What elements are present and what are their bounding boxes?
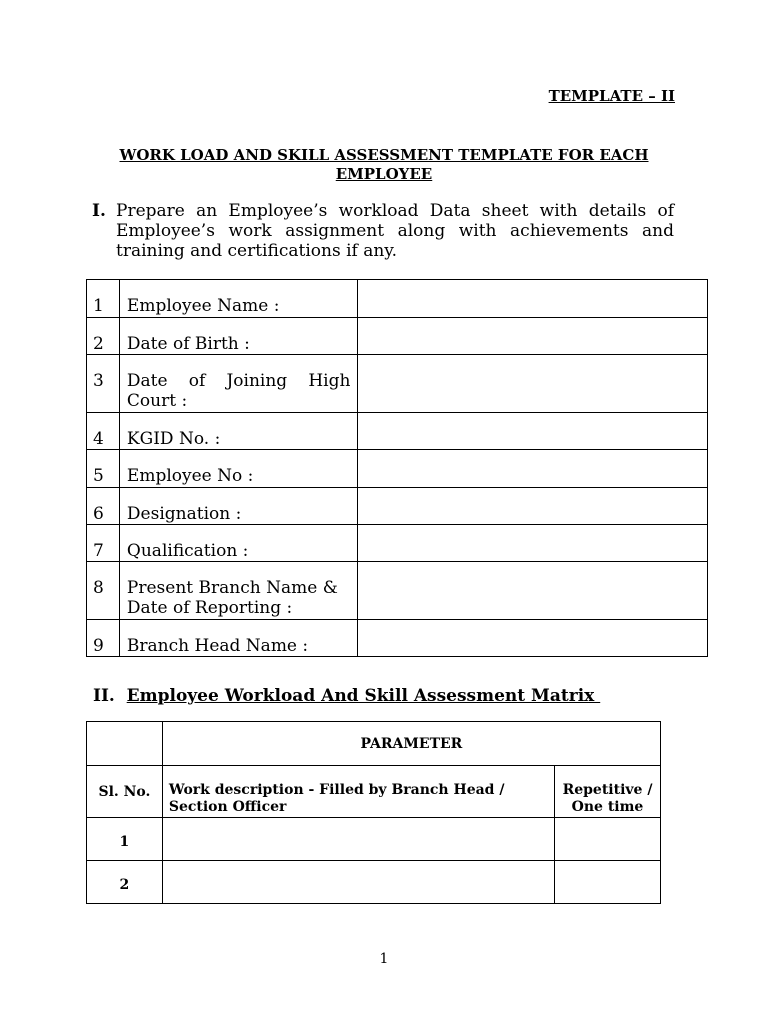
row-number: 8 bbox=[87, 562, 120, 620]
column-header-work-description: Work description - Filled by Branch Head / Section Officer bbox=[162, 766, 554, 818]
row-number: 2 bbox=[87, 318, 120, 355]
table-row bbox=[87, 818, 661, 861]
row-number: 1 bbox=[87, 280, 120, 318]
field-value-date-of-joining[interactable] bbox=[358, 355, 708, 413]
table-row bbox=[87, 280, 708, 318]
table-row bbox=[87, 413, 708, 450]
field-value-date-of-birth[interactable] bbox=[358, 318, 708, 355]
table-row bbox=[87, 722, 661, 766]
matrix-type-cell[interactable] bbox=[555, 861, 661, 904]
parameter-header: PARAMETER bbox=[162, 722, 660, 766]
section-1-number: I. bbox=[92, 201, 106, 221]
section-1-instruction bbox=[92, 201, 674, 261]
table-row bbox=[87, 562, 708, 620]
matrix-row-number: 1 bbox=[87, 818, 163, 861]
row-number: 3 bbox=[87, 355, 120, 413]
field-label-present-branch: Present Branch Name & Date of Reporting : bbox=[119, 562, 358, 620]
row-number: 7 bbox=[87, 525, 120, 562]
table-row bbox=[87, 861, 661, 904]
table-row bbox=[87, 620, 708, 657]
section-2-heading: Employee Workload And Skill Assessment Matrix bbox=[126, 686, 601, 706]
field-label-date-of-birth: Date of Birth : bbox=[119, 318, 358, 355]
table-row bbox=[87, 450, 708, 488]
document-title: WORK LOAD AND SKILL ASSESSMENT TEMPLATE FOR EACH EMPLOYEE bbox=[119, 146, 649, 183]
table-row bbox=[87, 488, 708, 525]
template-label: TEMPLATE – II bbox=[548, 87, 675, 105]
field-value-employee-name[interactable] bbox=[358, 280, 708, 318]
header-empty-cell bbox=[87, 722, 163, 766]
field-label-date-of-joining: Date of Joining High Court : bbox=[119, 355, 358, 413]
table-row bbox=[87, 766, 661, 818]
field-value-designation[interactable] bbox=[358, 488, 708, 525]
field-label-employee-no: Employee No : bbox=[119, 450, 358, 488]
table-row bbox=[87, 525, 708, 562]
section-2-title bbox=[93, 685, 600, 707]
field-value-employee-no[interactable] bbox=[358, 450, 708, 488]
section-1-text: Prepare an Employee’s workload Data sheet with details of Employee’s work assignment along with achievements and training and certifications if any. bbox=[116, 201, 674, 261]
table-row bbox=[87, 355, 708, 413]
matrix-work-description-cell[interactable] bbox=[162, 861, 554, 904]
table-row bbox=[87, 318, 708, 355]
field-label-employee-name: Employee Name : bbox=[119, 280, 358, 318]
row-number: 5 bbox=[87, 450, 120, 488]
field-label-designation: Designation : bbox=[119, 488, 358, 525]
field-value-qualification[interactable] bbox=[358, 525, 708, 562]
row-number: 4 bbox=[87, 413, 120, 450]
column-header-sl-no: Sl. No. bbox=[87, 766, 163, 818]
row-number: 6 bbox=[87, 488, 120, 525]
matrix-row-number: 2 bbox=[87, 861, 163, 904]
row-number: 9 bbox=[87, 620, 120, 657]
section-2-number: II. bbox=[93, 686, 115, 706]
field-label-qualification: Qualification : bbox=[119, 525, 358, 562]
employee-details-table bbox=[86, 279, 708, 657]
field-value-present-branch[interactable] bbox=[358, 562, 708, 620]
matrix-work-description-cell[interactable] bbox=[162, 818, 554, 861]
page-number: 1 bbox=[379, 951, 389, 967]
field-label-kgid-no: KGID No. : bbox=[119, 413, 358, 450]
field-value-kgid-no[interactable] bbox=[358, 413, 708, 450]
field-label-branch-head: Branch Head Name : bbox=[119, 620, 358, 657]
column-header-repetitive: Repetitive / One time bbox=[555, 766, 661, 818]
matrix-type-cell[interactable] bbox=[555, 818, 661, 861]
field-value-branch-head[interactable] bbox=[358, 620, 708, 657]
skill-assessment-matrix bbox=[86, 721, 661, 904]
